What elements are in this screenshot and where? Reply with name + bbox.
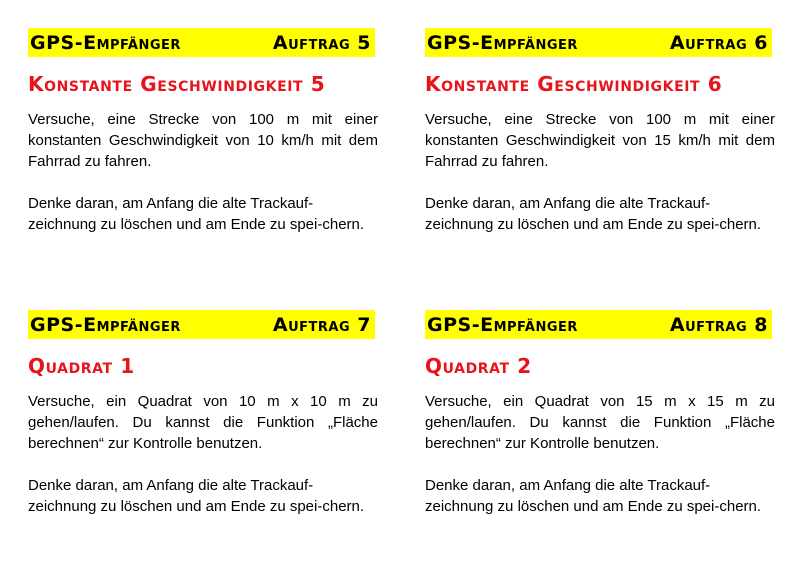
card-title: Konstante Geschwindigkeit 6: [425, 72, 723, 96]
reminder-text: Denke daran, am Anfang die alte Trackauf-zeichnung zu löschen und am Ende zu spei-chern.: [425, 477, 762, 515]
card-title: Konstante Geschwindigkeit 5: [28, 72, 326, 96]
task-number: Auftrag 6: [669, 31, 768, 54]
instruction-text: Versuche, eine Strecke von 100 m mit einer konstanten Geschwindigkeit von 15 km/h mit dem Fahrrad zu fahren.: [425, 111, 775, 170]
instruction-text: Versuche, eine Strecke von 100 m mit einer konstanten Geschwindigkeit von 10 km/h mit dem Fahrrad zu fahren.: [28, 111, 378, 170]
reminder-text: Denke daran, am Anfang die alte Trackauf-zeichnung zu löschen und am Ende zu spei-chern.: [425, 195, 762, 233]
task-card-auftrag-8: [425, 310, 775, 517]
card-header: [425, 310, 772, 339]
device-label: GPS-Empfänger: [30, 31, 181, 54]
device-label: GPS-Empfänger: [30, 313, 181, 336]
card-header: [28, 28, 375, 57]
task-number: Auftrag 8: [669, 313, 768, 336]
task-number: Auftrag 5: [272, 31, 371, 54]
task-card-auftrag-7: [28, 310, 378, 517]
task-number: Auftrag 7: [272, 313, 371, 336]
device-label: GPS-Empfänger: [427, 313, 578, 336]
instruction-text: Versuche, ein Quadrat von 15 m x 15 m zu gehen/laufen. Du kannst die Funktion „Fläche berechnen“ zur Kontrolle benutzen.: [425, 393, 775, 452]
card-title: Quadrat 2: [425, 354, 532, 378]
task-card-auftrag-6: [425, 28, 775, 235]
card-header: [28, 310, 375, 339]
card-title: Quadrat 1: [28, 354, 135, 378]
instruction-text: Versuche, ein Quadrat von 10 m x 10 m zu gehen/laufen. Du kannst die Funktion „Fläche berechnen“ zur Kontrolle benutzen.: [28, 393, 378, 452]
reminder-text: Denke daran, am Anfang die alte Trackauf-zeichnung zu löschen und am Ende zu spei-chern.: [28, 477, 365, 515]
device-label: GPS-Empfänger: [427, 31, 578, 54]
task-card-auftrag-5: [28, 28, 378, 235]
reminder-text: Denke daran, am Anfang die alte Trackauf-zeichnung zu löschen und am Ende zu spei-chern.: [28, 195, 365, 233]
card-header: [425, 28, 772, 57]
